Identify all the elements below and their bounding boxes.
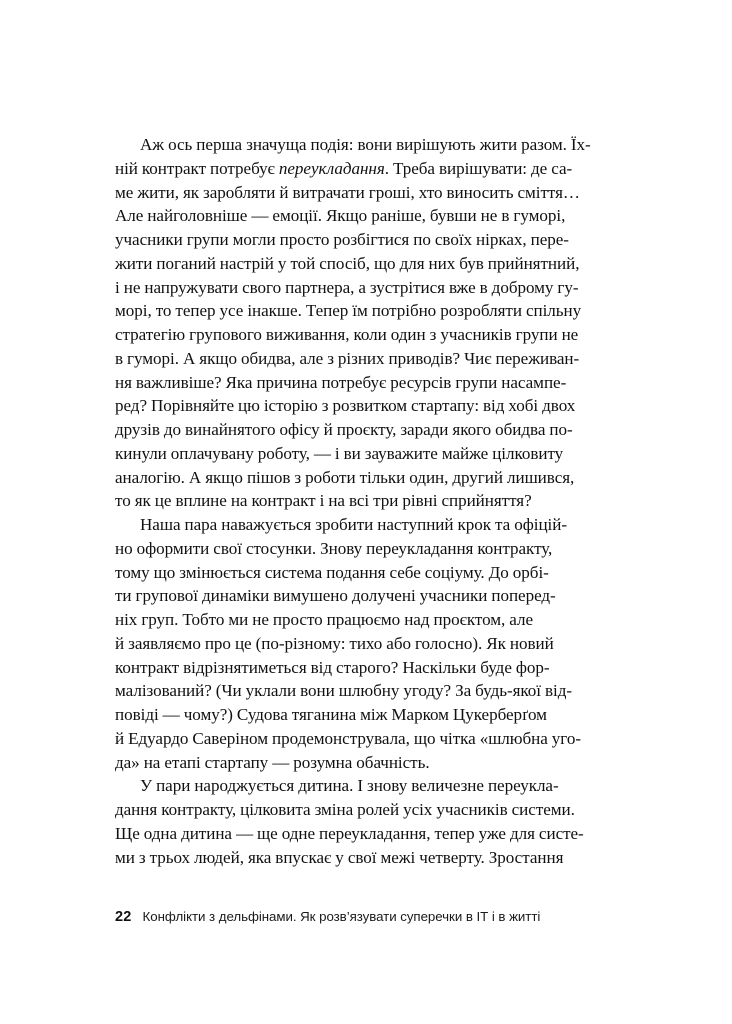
text-line bbox=[115, 228, 650, 252]
paragraph-2 bbox=[115, 513, 650, 774]
text-line bbox=[115, 442, 650, 466]
line-text: контракт відрізнятиметься від старого? Наскільки буде фор- bbox=[115, 657, 550, 677]
line-text: й заявляємо про це (по-різному: тихо або голосно). Як новий bbox=[115, 633, 554, 653]
line-text: ній контракт потребує bbox=[115, 158, 279, 178]
line-text: Але найголовніше — емоції. Якщо раніше, бувши не в гуморі, bbox=[115, 206, 566, 226]
page-number: 22 bbox=[115, 909, 132, 925]
line-text: морі, то тепер усе інакше. Тепер їм потрібно розробляти спільну bbox=[115, 301, 582, 321]
text-line bbox=[115, 489, 650, 513]
line-text: дання контракту, цілковита зміна ролей усіх учасників системи. bbox=[115, 800, 575, 819]
text-line bbox=[115, 846, 650, 870]
line-text: Наша пара наважується зробити наступний крок та офіцій- bbox=[140, 515, 567, 534]
emphasized-word: переукладання bbox=[278, 158, 385, 178]
text-line bbox=[115, 537, 650, 561]
text-line bbox=[115, 323, 650, 347]
text-line bbox=[115, 394, 650, 418]
line-text: учасники групи могли просто розбігтися по своїх нірках, пере- bbox=[115, 230, 569, 249]
line-text: друзів до винайнятого офісу й проєкту, заради якого обидва по- bbox=[115, 420, 573, 439]
line-text: в гуморі. А якщо обидва, але з різних приводів? Чиє переживан- bbox=[115, 348, 580, 368]
text-line bbox=[115, 133, 650, 157]
text-line bbox=[115, 204, 650, 228]
line-text: тому що змінюється система подання себе соціуму. До орбі- bbox=[115, 562, 549, 582]
text-line bbox=[115, 466, 650, 490]
line-text: повіді — чому?) Судова тяганина між Марком Цукерберґом bbox=[115, 705, 547, 724]
line-text: ти групової динаміки вимушено долучені учасники поперед- bbox=[115, 586, 556, 606]
text-line bbox=[115, 181, 650, 205]
line-text: Аж ось перша значуща подія: вони вирішують жити разом. Їх- bbox=[140, 135, 591, 154]
text-line bbox=[115, 751, 650, 775]
text-line bbox=[115, 299, 650, 323]
line-text: стратегію групового виживання, коли один з учасників групи не bbox=[115, 325, 579, 344]
text-column bbox=[115, 133, 650, 869]
text-line bbox=[115, 561, 650, 585]
text-line bbox=[115, 679, 650, 703]
line-text: ред? Порівняйте цю історію з розвитком стартапу: від хобі двох bbox=[115, 396, 576, 416]
line-text: У пари народжується дитина. І знову величезне переукла- bbox=[140, 776, 559, 796]
running-title: Конфлікти з дельфінами. Як розв’язувати суперечки в ІТ і в житті bbox=[142, 909, 541, 924]
text-line bbox=[115, 774, 650, 798]
line-text: но оформити свої стосунки. Знову переукладання контракту, bbox=[115, 538, 553, 558]
line-text: кинули оплачувану роботу, — і ви зауважите майже цілковиту bbox=[115, 443, 564, 463]
text-line bbox=[115, 371, 650, 395]
paragraph-1 bbox=[115, 133, 650, 513]
line-text: аналогію. А якщо пішов з роботи тільки один, другий лишився, bbox=[115, 467, 575, 487]
text-line bbox=[115, 727, 650, 751]
text-line bbox=[115, 252, 650, 276]
text-line bbox=[115, 798, 650, 822]
text-line bbox=[115, 347, 650, 371]
line-text: і не напружувати свого партнера, а зустрітися вже в доброму гу- bbox=[115, 277, 579, 297]
line-text: жити поганий настрій у той спосіб, що для них був прийнятний, bbox=[115, 253, 580, 273]
line-text: ми з трьох людей, яка впускає у свої межі четверту. Зростання bbox=[115, 847, 564, 867]
text-line bbox=[115, 703, 650, 727]
text-line bbox=[115, 656, 650, 680]
line-text: ніх груп. Тобто ми не просто працюємо над проєктом, але bbox=[115, 610, 533, 629]
line-text: ме жити, як заробляти й витрачати гроші, хто виносить сміття… bbox=[115, 182, 580, 202]
text-line bbox=[115, 608, 650, 632]
line-text: Ще одна дитина — ще одне переукладання, тепер уже для систе- bbox=[115, 823, 584, 843]
line-text: . Треба вирішувати: де са- bbox=[384, 158, 573, 178]
text-line bbox=[115, 513, 650, 537]
text-line bbox=[115, 632, 650, 656]
line-text: да» на етапі стартапу — розумна обачність. bbox=[115, 752, 430, 772]
paragraph-3 bbox=[115, 774, 650, 869]
line-text: й Едуардо Саверіном продемонструвала, що чітка «шлюбна уго- bbox=[115, 728, 581, 748]
text-line bbox=[115, 584, 650, 608]
line-text: малізований? (Чи уклали вони шлюбну угоду? За будь-якої від- bbox=[115, 681, 573, 701]
text-line bbox=[115, 276, 650, 300]
page-footer bbox=[115, 909, 540, 925]
line-text: то як це вплине на контракт і на всі три рівні сприйняття? bbox=[115, 491, 532, 511]
text-line bbox=[115, 418, 650, 442]
text-line bbox=[115, 157, 650, 181]
text-line bbox=[115, 822, 650, 846]
line-text: ня важливіше? Яка причина потребує ресурсів групи насампе- bbox=[115, 372, 567, 392]
